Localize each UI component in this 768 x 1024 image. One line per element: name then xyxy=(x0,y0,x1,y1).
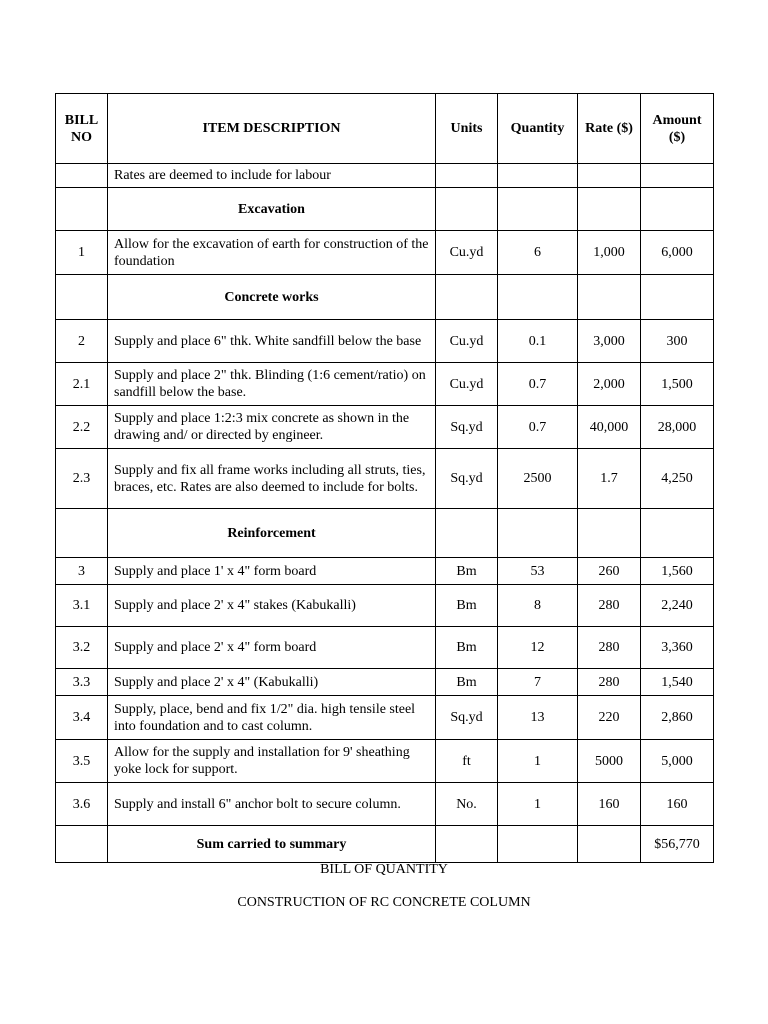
quantity-cell: 0.1 xyxy=(498,320,578,363)
table-row xyxy=(56,188,714,231)
quantity-cell: 8 xyxy=(498,585,578,627)
section-heading-cell: Concrete works xyxy=(108,275,436,320)
quantity-cell xyxy=(498,164,578,188)
units-cell: Cu.yd xyxy=(436,320,498,363)
units-cell: Bm xyxy=(436,585,498,627)
units-cell: Cu.yd xyxy=(436,363,498,406)
table-row xyxy=(56,740,714,783)
table-row xyxy=(56,449,714,509)
quantity-cell xyxy=(498,275,578,320)
table-row xyxy=(56,558,714,585)
bill-of-quantity-table xyxy=(55,93,714,863)
amount-cell: 5,000 xyxy=(641,740,714,783)
rate-cell: 280 xyxy=(578,627,641,669)
amount-cell: 4,250 xyxy=(641,449,714,509)
table-header xyxy=(56,94,714,164)
quantity-cell: 0.7 xyxy=(498,406,578,449)
description-cell: Supply, place, bend and fix 1/2" dia. high tensile steel into foundation and to cast column. xyxy=(108,696,436,740)
description-cell: Allow for the excavation of earth for construction of the foundation xyxy=(108,231,436,275)
amount-cell: 2,240 xyxy=(641,585,714,627)
bill-no-cell: 3.3 xyxy=(56,669,108,696)
rate-cell: 40,000 xyxy=(578,406,641,449)
units-cell: Bm xyxy=(436,627,498,669)
section-heading-cell: Excavation xyxy=(108,188,436,231)
amount-cell: 1,500 xyxy=(641,363,714,406)
bill-no-cell: 2 xyxy=(56,320,108,363)
header-row xyxy=(56,94,714,164)
quantity-cell: 6 xyxy=(498,231,578,275)
amount-cell: 160 xyxy=(641,783,714,826)
table-row xyxy=(56,669,714,696)
bill-no-cell xyxy=(56,509,108,558)
description-cell: Rates are deemed to include for labour xyxy=(108,164,436,188)
table-row xyxy=(56,627,714,669)
amount-cell xyxy=(641,275,714,320)
bill-no-cell xyxy=(56,275,108,320)
units-cell xyxy=(436,164,498,188)
description-cell: Supply and place 2" thk. Blinding (1:6 cement/ratio) on sandfill below the base. xyxy=(108,363,436,406)
units-cell xyxy=(436,188,498,231)
table-row xyxy=(56,231,714,275)
rate-cell xyxy=(578,826,641,863)
header-quantity: Quantity xyxy=(498,94,578,164)
table-row xyxy=(56,363,714,406)
quantity-cell: 2500 xyxy=(498,449,578,509)
description-cell: Supply and place 1:2:3 mix concrete as shown in the drawing and/ or directed by engineer. xyxy=(108,406,436,449)
units-cell: Sq.yd xyxy=(436,449,498,509)
rate-cell: 280 xyxy=(578,669,641,696)
rate-cell xyxy=(578,275,641,320)
units-cell: Cu.yd xyxy=(436,231,498,275)
rate-cell: 280 xyxy=(578,585,641,627)
quantity-cell: 1 xyxy=(498,740,578,783)
quantity-cell xyxy=(498,826,578,863)
units-cell: No. xyxy=(436,783,498,826)
amount-cell: 3,360 xyxy=(641,627,714,669)
table-row xyxy=(56,406,714,449)
rate-cell xyxy=(578,509,641,558)
table-row xyxy=(56,783,714,826)
units-cell: Bm xyxy=(436,558,498,585)
description-cell: Supply and place 2' x 4" (Kabukalli) xyxy=(108,669,436,696)
amount-cell xyxy=(641,188,714,231)
amount-cell xyxy=(641,509,714,558)
units-cell: Sq.yd xyxy=(436,406,498,449)
description-cell: Supply and fix all frame works including all struts, ties, braces, etc. Rates are also deemed to include for bolts. xyxy=(108,449,436,509)
header-item-description: ITEM DESCRIPTION xyxy=(108,94,436,164)
bill-no-cell: 2.3 xyxy=(56,449,108,509)
amount-cell: 6,000 xyxy=(641,231,714,275)
rate-cell xyxy=(578,188,641,231)
units-cell xyxy=(436,275,498,320)
bill-no-cell: 2.2 xyxy=(56,406,108,449)
bill-no-cell xyxy=(56,188,108,231)
table-row xyxy=(56,696,714,740)
sum-carried-label: Sum carried to summary xyxy=(108,826,436,863)
table-row xyxy=(56,585,714,627)
rate-cell: 1.7 xyxy=(578,449,641,509)
amount-cell: 2,860 xyxy=(641,696,714,740)
quantity-cell: 53 xyxy=(498,558,578,585)
amount-cell: 1,560 xyxy=(641,558,714,585)
rate-cell: 5000 xyxy=(578,740,641,783)
units-cell: Sq.yd xyxy=(436,696,498,740)
amount-cell xyxy=(641,164,714,188)
description-cell: Supply and place 6" thk. White sandfill below the base xyxy=(108,320,436,363)
description-cell: Supply and place 2' x 4" form board xyxy=(108,627,436,669)
quantity-cell: 13 xyxy=(498,696,578,740)
rate-cell: 2,000 xyxy=(578,363,641,406)
summary-row xyxy=(56,826,714,863)
bill-no-cell: 3.2 xyxy=(56,627,108,669)
amount-cell: 28,000 xyxy=(641,406,714,449)
rate-cell xyxy=(578,164,641,188)
description-cell: Supply and place 1' x 4" form board xyxy=(108,558,436,585)
header-bill-no: BILL NO xyxy=(56,94,108,164)
rate-cell: 1,000 xyxy=(578,231,641,275)
document-subtitle: CONSTRUCTION OF RC CONCRETE COLUMN xyxy=(237,895,531,910)
rate-cell: 220 xyxy=(578,696,641,740)
table-row xyxy=(56,320,714,363)
table-row xyxy=(56,164,714,188)
bill-no-cell: 3.6 xyxy=(56,783,108,826)
description-cell: Supply and place 2' x 4" stakes (Kabukalli) xyxy=(108,585,436,627)
bill-no-cell: 3.4 xyxy=(56,696,108,740)
amount-cell: 1,540 xyxy=(641,669,714,696)
units-cell xyxy=(436,509,498,558)
description-cell: Allow for the supply and installation for 9' sheathing yoke lock for support. xyxy=(108,740,436,783)
rate-cell: 260 xyxy=(578,558,641,585)
document-title: BILL OF QUANTITY xyxy=(320,862,448,877)
units-cell: ft xyxy=(436,740,498,783)
rate-cell: 3,000 xyxy=(578,320,641,363)
units-cell: Bm xyxy=(436,669,498,696)
units-cell xyxy=(436,826,498,863)
quantity-cell xyxy=(498,509,578,558)
table-body xyxy=(56,164,714,863)
amount-cell: 300 xyxy=(641,320,714,363)
header-units: Units xyxy=(436,94,498,164)
quantity-cell: 0.7 xyxy=(498,363,578,406)
bill-no-cell: 3 xyxy=(56,558,108,585)
bill-no-cell: 2.1 xyxy=(56,363,108,406)
quantity-cell: 1 xyxy=(498,783,578,826)
total-amount-cell: $56,770 xyxy=(641,826,714,863)
bill-no-cell: 1 xyxy=(56,231,108,275)
bill-no-cell xyxy=(56,826,108,863)
header-amount: Amount ($) xyxy=(641,94,714,164)
description-cell: Supply and install 6" anchor bolt to secure column. xyxy=(108,783,436,826)
table-row xyxy=(56,275,714,320)
bill-no-cell: 3.1 xyxy=(56,585,108,627)
quantity-cell: 12 xyxy=(498,627,578,669)
quantity-cell xyxy=(498,188,578,231)
table-row xyxy=(56,509,714,558)
bill-no-cell: 3.5 xyxy=(56,740,108,783)
rate-cell: 160 xyxy=(578,783,641,826)
section-heading-cell: Reinforcement xyxy=(108,509,436,558)
quantity-cell: 7 xyxy=(498,669,578,696)
bill-no-cell xyxy=(56,164,108,188)
header-rate: Rate ($) xyxy=(578,94,641,164)
